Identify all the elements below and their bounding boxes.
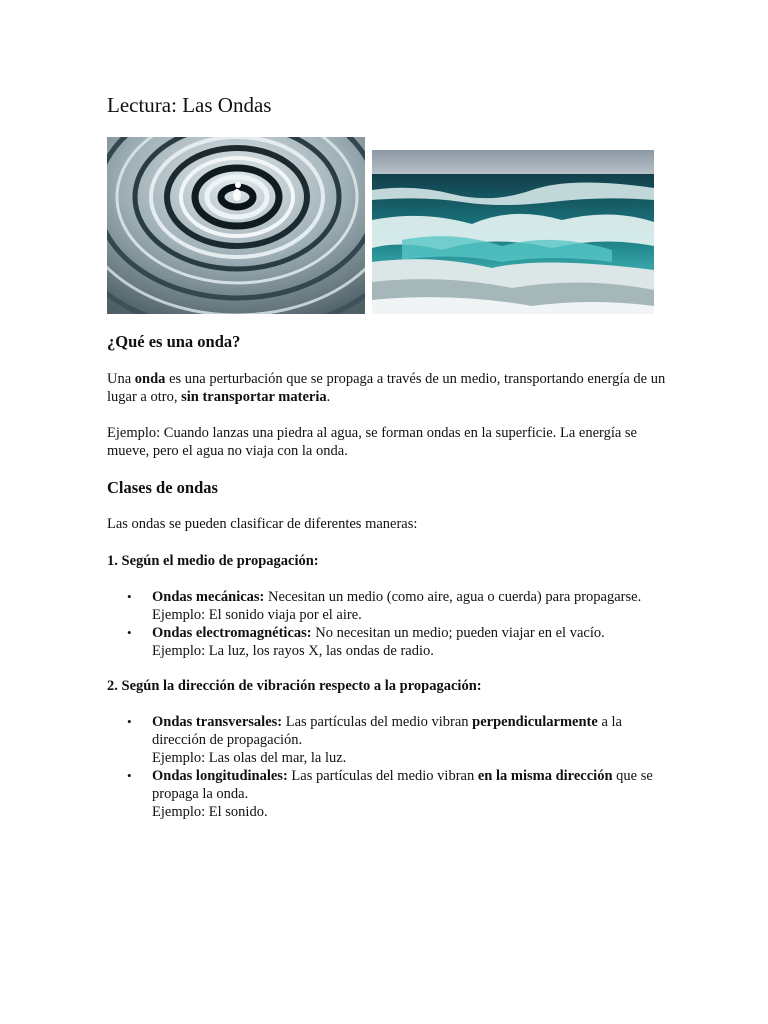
item-term: Ondas longitudinales: (152, 768, 288, 784)
bold-term: sin transportar materia (181, 389, 327, 405)
group2-list (107, 713, 672, 821)
bullet: • (127, 768, 132, 783)
definition-paragraph (107, 370, 667, 406)
bold-term: onda (134, 371, 166, 387)
water-ripple-photo (107, 137, 365, 314)
ocean-wave-photo (372, 150, 654, 314)
text-run: es una perturbación que se propaga a través de un medio, transportando energía de un lugar a otro, (107, 371, 666, 405)
group2-heading: 2. Según la dirección de vibración respecto a la propagación: (107, 678, 482, 694)
text-run: Una (107, 371, 135, 387)
list-item (107, 713, 672, 767)
item-text: No necesitan un medio; pueden viajar en el vacío. (311, 625, 605, 641)
item-text: Necesitan un medio (como aire, agua o cuerda) para propagarse. (264, 589, 642, 605)
group1-list (107, 588, 672, 660)
item-example: Ejemplo: El sonido. (152, 804, 268, 820)
bullet: • (127, 589, 132, 604)
item-term: Ondas mecánicas: (152, 589, 265, 605)
list-item (107, 767, 672, 821)
text-run: . (326, 389, 331, 405)
item-example: Ejemplo: La luz, los rayos X, las ondas de radio. (152, 643, 434, 659)
item-text: Las partículas del medio vibran (287, 768, 478, 784)
item-term: Ondas transversales: (152, 714, 283, 730)
section-heading-wave-classes: Clases de ondas (107, 478, 218, 497)
item-example: Ejemplo: Las olas del mar, la luz. (152, 750, 347, 766)
section-heading-what-is-wave: ¿Qué es una onda? (107, 332, 241, 351)
group1-heading: 1. Según el medio de propagación: (107, 553, 319, 569)
classes-intro: Las ondas se pueden clasificar de diferentes maneras: (107, 516, 418, 532)
example-paragraph: Ejemplo: Cuando lanzas una piedra al agua, se forman ondas en la superficie. La energía se mueve, pero el agua no viaja con la onda. (107, 425, 637, 459)
item-term: Ondas electromagnéticas: (152, 625, 312, 641)
bold-term: perpendicularmente (472, 714, 598, 730)
bullet: • (127, 625, 132, 640)
list-item (107, 624, 672, 660)
item-example: Ejemplo: El sonido viaja por el aire. (152, 607, 362, 623)
document-title: Lectura: Las Ondas (107, 93, 272, 117)
bold-term: en la misma dirección (477, 768, 613, 784)
item-text: a la dirección de propagación. (152, 714, 622, 748)
bullet: • (127, 714, 132, 729)
list-item (107, 588, 672, 624)
item-text: Las partículas del medio vibran (282, 714, 473, 730)
item-text: que se propaga la onda. (152, 768, 653, 802)
